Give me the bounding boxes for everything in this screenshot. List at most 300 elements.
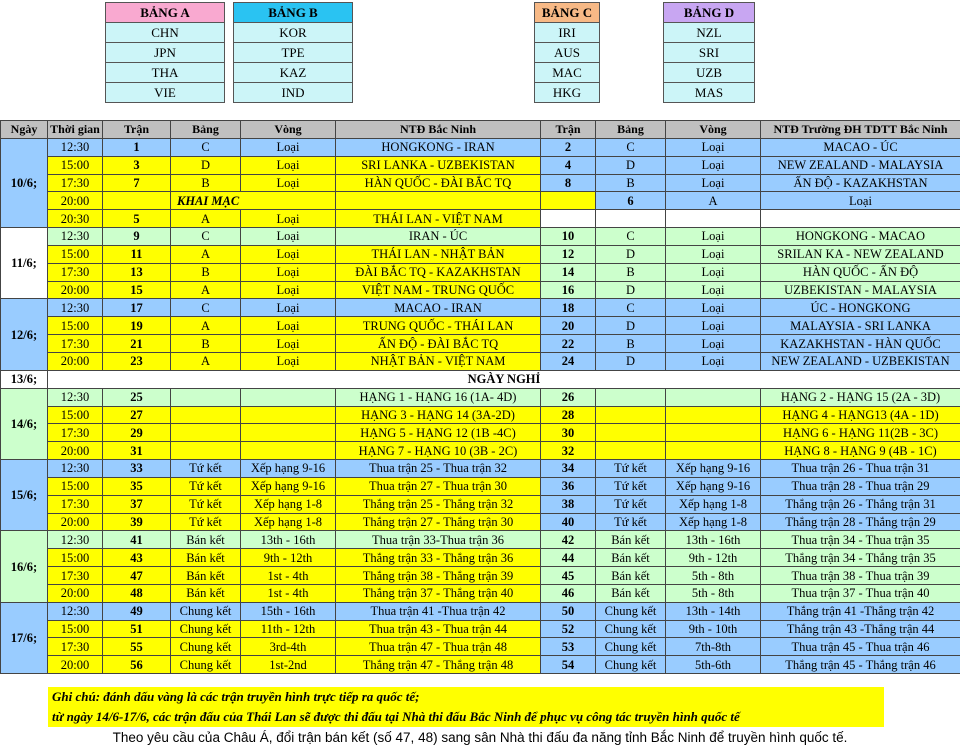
match-number-cell: 26	[541, 388, 596, 406]
group-cell: C	[596, 138, 666, 156]
match-cell: MACAO - IRAN	[336, 299, 541, 317]
round-cell: Loại	[241, 245, 336, 263]
time-cell: 17:30	[48, 174, 103, 192]
round-cell: 9th - 10th	[666, 620, 761, 638]
group-c-team: MAC	[535, 63, 600, 83]
round-cell: Xếp hạng 9-16	[666, 477, 761, 495]
match-cell: ẤN ĐỘ - ĐÀI BẮC TQ	[336, 335, 541, 353]
group-cell: Bán kết	[596, 531, 666, 549]
time-cell: 15:00	[48, 245, 103, 263]
time-cell: 15:00	[48, 549, 103, 567]
group-b-team: KOR	[234, 23, 353, 43]
round-cell: Loại	[666, 245, 761, 263]
time-cell: 12:30	[48, 299, 103, 317]
table-row	[1, 335, 960, 353]
group-cell: A	[171, 245, 241, 263]
match-cell: Thắng trận 41 -Thắng trận 42	[761, 602, 960, 620]
match-cell: Thua trận 33-Thua trận 36	[336, 531, 541, 549]
round-cell: Loại	[241, 263, 336, 281]
match-cell: ĐÀI BẮC TQ - KAZAKHSTAN	[336, 263, 541, 281]
match-number-cell: 11	[103, 245, 171, 263]
group-cell: Bán kết	[171, 567, 241, 585]
match-cell: UZBEKISTAN - MALAYSIA	[761, 281, 960, 299]
match-cell: SRI LANKA - UZBEKISTAN	[336, 156, 541, 174]
round-cell: 13th - 16th	[666, 531, 761, 549]
table-row	[1, 584, 960, 602]
time-cell: 17:30	[48, 567, 103, 585]
group-d-table	[663, 2, 755, 103]
match-cell: Thắng trận 47 - Thắng trận 48	[336, 656, 541, 674]
group-cell	[171, 424, 241, 442]
round-cell: 5th-6th	[666, 656, 761, 674]
group-cell: B	[171, 335, 241, 353]
group-d-team: MAS	[664, 83, 755, 103]
group-c-title: BẢNG C	[535, 3, 600, 23]
match-cell: HONGKONG - IRAN	[336, 138, 541, 156]
match-cell: HẠNG 8 - HẠNG 9 (4B - 1C)	[761, 442, 960, 460]
match-cell: Thắng trận 26 - Thắng trận 31	[761, 495, 960, 513]
round-cell: Loại	[761, 192, 960, 210]
day-cell: 16/6;	[1, 531, 48, 602]
match-cell: Thua trận 47 - Thua trận 48	[336, 638, 541, 656]
match-number-cell: 25	[103, 388, 171, 406]
round-cell: Xếp hạng 9-16	[666, 460, 761, 478]
group-cell	[171, 388, 241, 406]
time-cell: 17:30	[48, 495, 103, 513]
group-cell	[596, 388, 666, 406]
time-cell: 17:30	[48, 263, 103, 281]
match-number-cell: 9	[103, 228, 171, 246]
time-cell: 12:30	[48, 228, 103, 246]
time-cell: 20:00	[48, 442, 103, 460]
round-cell: Loại	[666, 138, 761, 156]
match-cell: Thắng trận 28 - Thắng trận 29	[761, 513, 960, 531]
group-cell: Tứ kết	[596, 460, 666, 478]
group-cell: Chung kết	[171, 656, 241, 674]
round-cell: Loại	[241, 228, 336, 246]
schedule-header-row	[1, 121, 960, 139]
time-cell: 17:30	[48, 424, 103, 442]
match-number-cell: 52	[541, 620, 596, 638]
group-cell: Tứ kết	[171, 513, 241, 531]
note-line-1: Ghi chú: đánh dấu vàng là các trận truyền hình trực tiếp ra quốc tế;	[52, 689, 420, 704]
match-cell: HẠNG 2 - HẠNG 15 (2A - 3D)	[761, 388, 960, 406]
group-cell: Tứ kết	[171, 460, 241, 478]
header-venue-1: NTĐ Bắc Ninh	[336, 121, 541, 139]
header-venue-2: NTĐ Trường ĐH TDTT Bắc Ninh	[761, 121, 960, 139]
match-number-cell: 1	[103, 138, 171, 156]
group-cell: D	[596, 352, 666, 370]
round-cell: Loại	[666, 335, 761, 353]
round-cell: Xếp hạng 1-8	[241, 495, 336, 513]
rest-day-row	[1, 370, 960, 388]
table-row	[1, 495, 960, 513]
group-cell: C	[171, 299, 241, 317]
table-row	[1, 513, 960, 531]
round-cell	[666, 210, 761, 228]
group-cell: A	[171, 317, 241, 335]
round-cell: Loại	[241, 174, 336, 192]
day-cell: 14/6;	[1, 388, 48, 459]
time-cell: 12:30	[48, 531, 103, 549]
round-cell: 13th - 16th	[241, 531, 336, 549]
match-number-cell: 17	[103, 299, 171, 317]
time-cell: 15:00	[48, 317, 103, 335]
match-number-cell: 23	[103, 352, 171, 370]
match-cell: Thắng trận 43 -Thắng trận 44	[761, 620, 960, 638]
round-cell: Xếp hạng 9-16	[241, 477, 336, 495]
header-vong-2: Vòng	[666, 121, 761, 139]
group-cell: C	[171, 228, 241, 246]
round-cell	[666, 388, 761, 406]
note-line-2: từ ngày 14/6-17/6, các trận đấu của Thái Lan sẽ được thi đấu tại Nhà thi đấu Bắc Ninh để phục vụ công tác truyền hình quốc tế	[52, 709, 740, 724]
match-number-cell: 13	[103, 263, 171, 281]
round-cell: Loại	[666, 156, 761, 174]
match-cell: Thắng trận 25 - Thắng trận 32	[336, 495, 541, 513]
match-number-cell: 49	[103, 602, 171, 620]
table-row	[1, 317, 960, 335]
group-d-team: NZL	[664, 23, 755, 43]
group-d-team: UZB	[664, 63, 755, 83]
table-row	[1, 192, 960, 210]
match-number-cell: 21	[103, 335, 171, 353]
table-row	[1, 620, 960, 638]
day-cell: 13/6;	[1, 370, 48, 388]
round-cell: Xếp hạng 1-8	[666, 513, 761, 531]
round-cell	[666, 406, 761, 424]
round-cell: 9th - 12th	[241, 549, 336, 567]
time-cell: 17:30	[48, 335, 103, 353]
table-row	[1, 602, 960, 620]
table-row	[1, 638, 960, 656]
group-a-title: BẢNG A	[106, 3, 225, 23]
opening-ceremony-label: KHAI MẠC	[171, 192, 336, 210]
match-number-cell: 27	[103, 406, 171, 424]
table-row	[1, 156, 960, 174]
group-cell	[596, 442, 666, 460]
schedule-table	[0, 120, 960, 674]
match-number-cell: 33	[103, 460, 171, 478]
group-cell: Chung kết	[596, 620, 666, 638]
group-cell: D	[596, 317, 666, 335]
group-b-team: IND	[234, 83, 353, 103]
match-cell: Thua trận 38 - Thua trận 39	[761, 567, 960, 585]
match-cell: Thua trận 25 - Thua trận 32	[336, 460, 541, 478]
match-cell: ÚC - HONGKONG	[761, 299, 960, 317]
table-row	[1, 138, 960, 156]
match-number-cell: 35	[103, 477, 171, 495]
match-number-cell: 22	[541, 335, 596, 353]
match-number-cell: 6	[596, 192, 666, 210]
round-cell: Loại	[241, 317, 336, 335]
round-cell: Loại	[666, 317, 761, 335]
group-cell: B	[596, 335, 666, 353]
group-a-team: JPN	[106, 43, 225, 63]
group-d-title: BẢNG D	[664, 3, 755, 23]
match-cell: NEW ZEALAND - UZBEKISTAN	[761, 352, 960, 370]
day-cell: 10/6;	[1, 138, 48, 227]
round-cell: Loại	[666, 352, 761, 370]
match-cell: Thua trận 41 -Thua trận 42	[336, 602, 541, 620]
table-row	[1, 656, 960, 674]
match-cell: Thắng trận 27 - Thắng trận 30	[336, 513, 541, 531]
day-cell: 17/6;	[1, 602, 48, 673]
match-cell: Thua trận 45 - Thua trận 46	[761, 638, 960, 656]
rest-day-label: NGÀY NGHỈ	[48, 370, 960, 388]
match-cell: HONGKONG - MACAO	[761, 228, 960, 246]
match-cell: Thua trận 28 - Thua trận 29	[761, 477, 960, 495]
match-number-cell: 7	[103, 174, 171, 192]
match-number-cell: 14	[541, 263, 596, 281]
group-cell: Bán kết	[596, 549, 666, 567]
match-number-cell: 31	[103, 442, 171, 460]
match-number-cell: 43	[103, 549, 171, 567]
group-cell	[596, 424, 666, 442]
match-number-cell: 46	[541, 584, 596, 602]
match-number-cell: 40	[541, 513, 596, 531]
match-number-cell: 10	[541, 228, 596, 246]
round-cell	[241, 442, 336, 460]
match-cell: Thua trận 37 - Thua trận 40	[761, 584, 960, 602]
header-vong-1: Vòng	[241, 121, 336, 139]
match-number-cell: 51	[103, 620, 171, 638]
match-number-cell: 56	[103, 656, 171, 674]
header-tran-1: Trận	[103, 121, 171, 139]
table-row	[1, 424, 960, 442]
round-cell: Loại	[666, 174, 761, 192]
round-cell: Loại	[241, 335, 336, 353]
group-cell: B	[171, 263, 241, 281]
group-cell: B	[171, 174, 241, 192]
match-cell: NHẬT BẢN - VIỆT NAM	[336, 352, 541, 370]
match-cell: Thua trận 43 - Thua trận 44	[336, 620, 541, 638]
group-cell: Chung kết	[171, 638, 241, 656]
match-cell: HẠNG 1 - HẠNG 16 (1A- 4D)	[336, 388, 541, 406]
match-number-cell: 30	[541, 424, 596, 442]
group-cell: Bán kết	[171, 584, 241, 602]
table-row	[1, 210, 960, 228]
match-cell: Thắng trận 38 - Thắng trận 39	[336, 567, 541, 585]
round-cell: Xếp hạng 1-8	[666, 495, 761, 513]
footer-text: Theo yêu cầu của Châu Á, đổi trận bán kết (số 47, 48) sang sân Nhà thi đấu đa năng tỉnh Bắc Ninh để truyền hình quốc tế.	[112, 730, 848, 745]
match-number-cell: 36	[541, 477, 596, 495]
round-cell: 3rd-4th	[241, 638, 336, 656]
day-cell: 12/6;	[1, 299, 48, 370]
round-cell: Loại	[666, 299, 761, 317]
match-cell: Thua trận 27 - Thua trận 30	[336, 477, 541, 495]
group-c-team: AUS	[535, 43, 600, 63]
match-number-cell: 12	[541, 245, 596, 263]
time-cell: 15:00	[48, 477, 103, 495]
group-cell: B	[596, 263, 666, 281]
round-cell: 7th-8th	[666, 638, 761, 656]
match-number-cell: 44	[541, 549, 596, 567]
match-number-cell: 18	[541, 299, 596, 317]
match-cell: MACAO - ÚC	[761, 138, 960, 156]
round-cell	[241, 388, 336, 406]
time-cell: 20:00	[48, 192, 103, 210]
group-cell: D	[596, 245, 666, 263]
table-row	[1, 477, 960, 495]
table-row	[1, 263, 960, 281]
group-cell: A	[171, 210, 241, 228]
round-cell: Loại	[666, 281, 761, 299]
match-cell: NEW ZEALAND - MALAYSIA	[761, 156, 960, 174]
group-cell: B	[596, 174, 666, 192]
table-row	[1, 460, 960, 478]
group-cell	[171, 442, 241, 460]
round-cell: 9th - 12th	[666, 549, 761, 567]
match-number-cell: 20	[541, 317, 596, 335]
group-cell: A	[171, 352, 241, 370]
match-cell: THÁI LAN - VIỆT NAM	[336, 210, 541, 228]
group-cell: D	[596, 156, 666, 174]
header-tran-2: Trận	[541, 121, 596, 139]
round-cell: Loại	[241, 281, 336, 299]
group-cell: Chung kết	[596, 656, 666, 674]
time-cell: 20:30	[48, 210, 103, 228]
round-cell: Loại	[666, 263, 761, 281]
group-a-team: VIE	[106, 83, 225, 103]
round-cell: Loại	[241, 156, 336, 174]
match-cell: MALAYSIA - SRI LANKA	[761, 317, 960, 335]
group-b-title: BẢNG B	[234, 3, 353, 23]
match-cell: HÀN QUỐC - ĐÀI BẮC TQ	[336, 174, 541, 192]
match-cell: HẠNG 3 - HẠNG 14 (3A-2D)	[336, 406, 541, 424]
group-cell: Bán kết	[171, 531, 241, 549]
group-c-team: IRI	[535, 23, 600, 43]
group-cell: Tứ kết	[596, 495, 666, 513]
match-number-cell: 47	[103, 567, 171, 585]
group-cell: C	[596, 299, 666, 317]
match-number-cell: 41	[103, 531, 171, 549]
header-bang-1: Bảng	[171, 121, 241, 139]
match-cell: VIỆT NAM - TRUNG QUỐC	[336, 281, 541, 299]
match-number-cell	[541, 210, 596, 228]
match-number-cell: 3	[103, 156, 171, 174]
match-cell: Thắng trận 45 - Thắng trận 46	[761, 656, 960, 674]
match-cell: HẠNG 7 - HẠNG 10 (3B - 2C)	[336, 442, 541, 460]
round-cell: 11th - 12th	[241, 620, 336, 638]
table-row	[1, 281, 960, 299]
group-cell	[171, 406, 241, 424]
table-row	[1, 442, 960, 460]
group-b-team: KAZ	[234, 63, 353, 83]
match-number-cell: 39	[103, 513, 171, 531]
group-cell: C	[171, 138, 241, 156]
match-cell: Thắng trận 34 - Thắng trận 35	[761, 549, 960, 567]
match-number-cell: 45	[541, 567, 596, 585]
match-number-cell: 55	[103, 638, 171, 656]
match-cell: SRILAN KA - NEW ZEALAND	[761, 245, 960, 263]
round-cell: Loại	[241, 138, 336, 156]
time-cell: 20:00	[48, 513, 103, 531]
match-cell: THÁI LAN - NHẬT BẢN	[336, 245, 541, 263]
table-row	[1, 531, 960, 549]
match-cell: Thua trận 34 - Thua trận 35	[761, 531, 960, 549]
table-row	[1, 228, 960, 246]
header-ngay: Ngày	[1, 121, 48, 139]
match-number-cell: 4	[541, 156, 596, 174]
match-number-cell: 2	[541, 138, 596, 156]
group-cell: Bán kết	[596, 567, 666, 585]
group-cell: Tứ kết	[596, 477, 666, 495]
match-cell: KAZAKHSTAN - HÀN QUỐC	[761, 335, 960, 353]
round-cell	[666, 424, 761, 442]
group-cell: D	[171, 156, 241, 174]
group-cell: D	[596, 281, 666, 299]
time-cell: 12:30	[48, 602, 103, 620]
match-cell: Thắng trận 33 - Thắng trận 36	[336, 549, 541, 567]
table-row	[1, 352, 960, 370]
time-cell: 20:00	[48, 584, 103, 602]
round-cell: Loại	[241, 352, 336, 370]
match-cell: Thắng trận 37 - Thắng trận 40	[336, 584, 541, 602]
time-cell: 15:00	[48, 156, 103, 174]
round-cell: Xếp hạng 9-16	[241, 460, 336, 478]
table-row	[1, 549, 960, 567]
round-cell: 15th - 16th	[241, 602, 336, 620]
round-cell: 5th - 8th	[666, 584, 761, 602]
match-cell	[541, 192, 596, 210]
match-number-cell: 37	[103, 495, 171, 513]
day-cell: 11/6;	[1, 228, 48, 299]
round-cell: Xếp hạng 1-8	[241, 513, 336, 531]
match-number-cell: 53	[541, 638, 596, 656]
table-row	[1, 174, 960, 192]
group-cell: Bán kết	[596, 584, 666, 602]
group-cell: A	[666, 192, 761, 210]
match-number-cell	[103, 192, 171, 210]
time-cell: 17:30	[48, 638, 103, 656]
group-a-table	[105, 2, 225, 103]
round-cell: Loại	[241, 299, 336, 317]
match-cell: HẠNG 4 - HẠNG13 (4A - 1D)	[761, 406, 960, 424]
group-a-team: THA	[106, 63, 225, 83]
header-bang-2: Bảng	[596, 121, 666, 139]
group-cell: Tứ kết	[171, 477, 241, 495]
match-cell: ẤN ĐỘ - KAZAKHSTAN	[761, 174, 960, 192]
group-cell: A	[171, 281, 241, 299]
group-b-team: TPE	[234, 43, 353, 63]
table-row	[1, 245, 960, 263]
group-cell: Chung kết	[171, 602, 241, 620]
time-cell: 20:00	[48, 656, 103, 674]
group-cell: Tứ kết	[171, 495, 241, 513]
group-c-table	[534, 2, 600, 103]
round-cell: 13th - 14th	[666, 602, 761, 620]
round-cell	[336, 192, 541, 210]
match-number-cell: 5	[103, 210, 171, 228]
time-cell: 15:00	[48, 406, 103, 424]
match-cell: IRAN - ÚC	[336, 228, 541, 246]
match-number-cell: 54	[541, 656, 596, 674]
match-number-cell: 8	[541, 174, 596, 192]
match-cell: HÀN QUỐC - ẤN ĐỘ	[761, 263, 960, 281]
table-row	[1, 567, 960, 585]
group-cell: Chung kết	[596, 638, 666, 656]
match-number-cell: 32	[541, 442, 596, 460]
group-a-team: CHN	[106, 23, 225, 43]
group-b-table	[233, 2, 353, 103]
round-cell	[241, 406, 336, 424]
match-number-cell: 24	[541, 352, 596, 370]
match-number-cell: 48	[103, 584, 171, 602]
match-cell: TRUNG QUỐC - THÁI LAN	[336, 317, 541, 335]
round-cell	[241, 424, 336, 442]
group-cell	[596, 210, 666, 228]
match-cell	[761, 210, 960, 228]
